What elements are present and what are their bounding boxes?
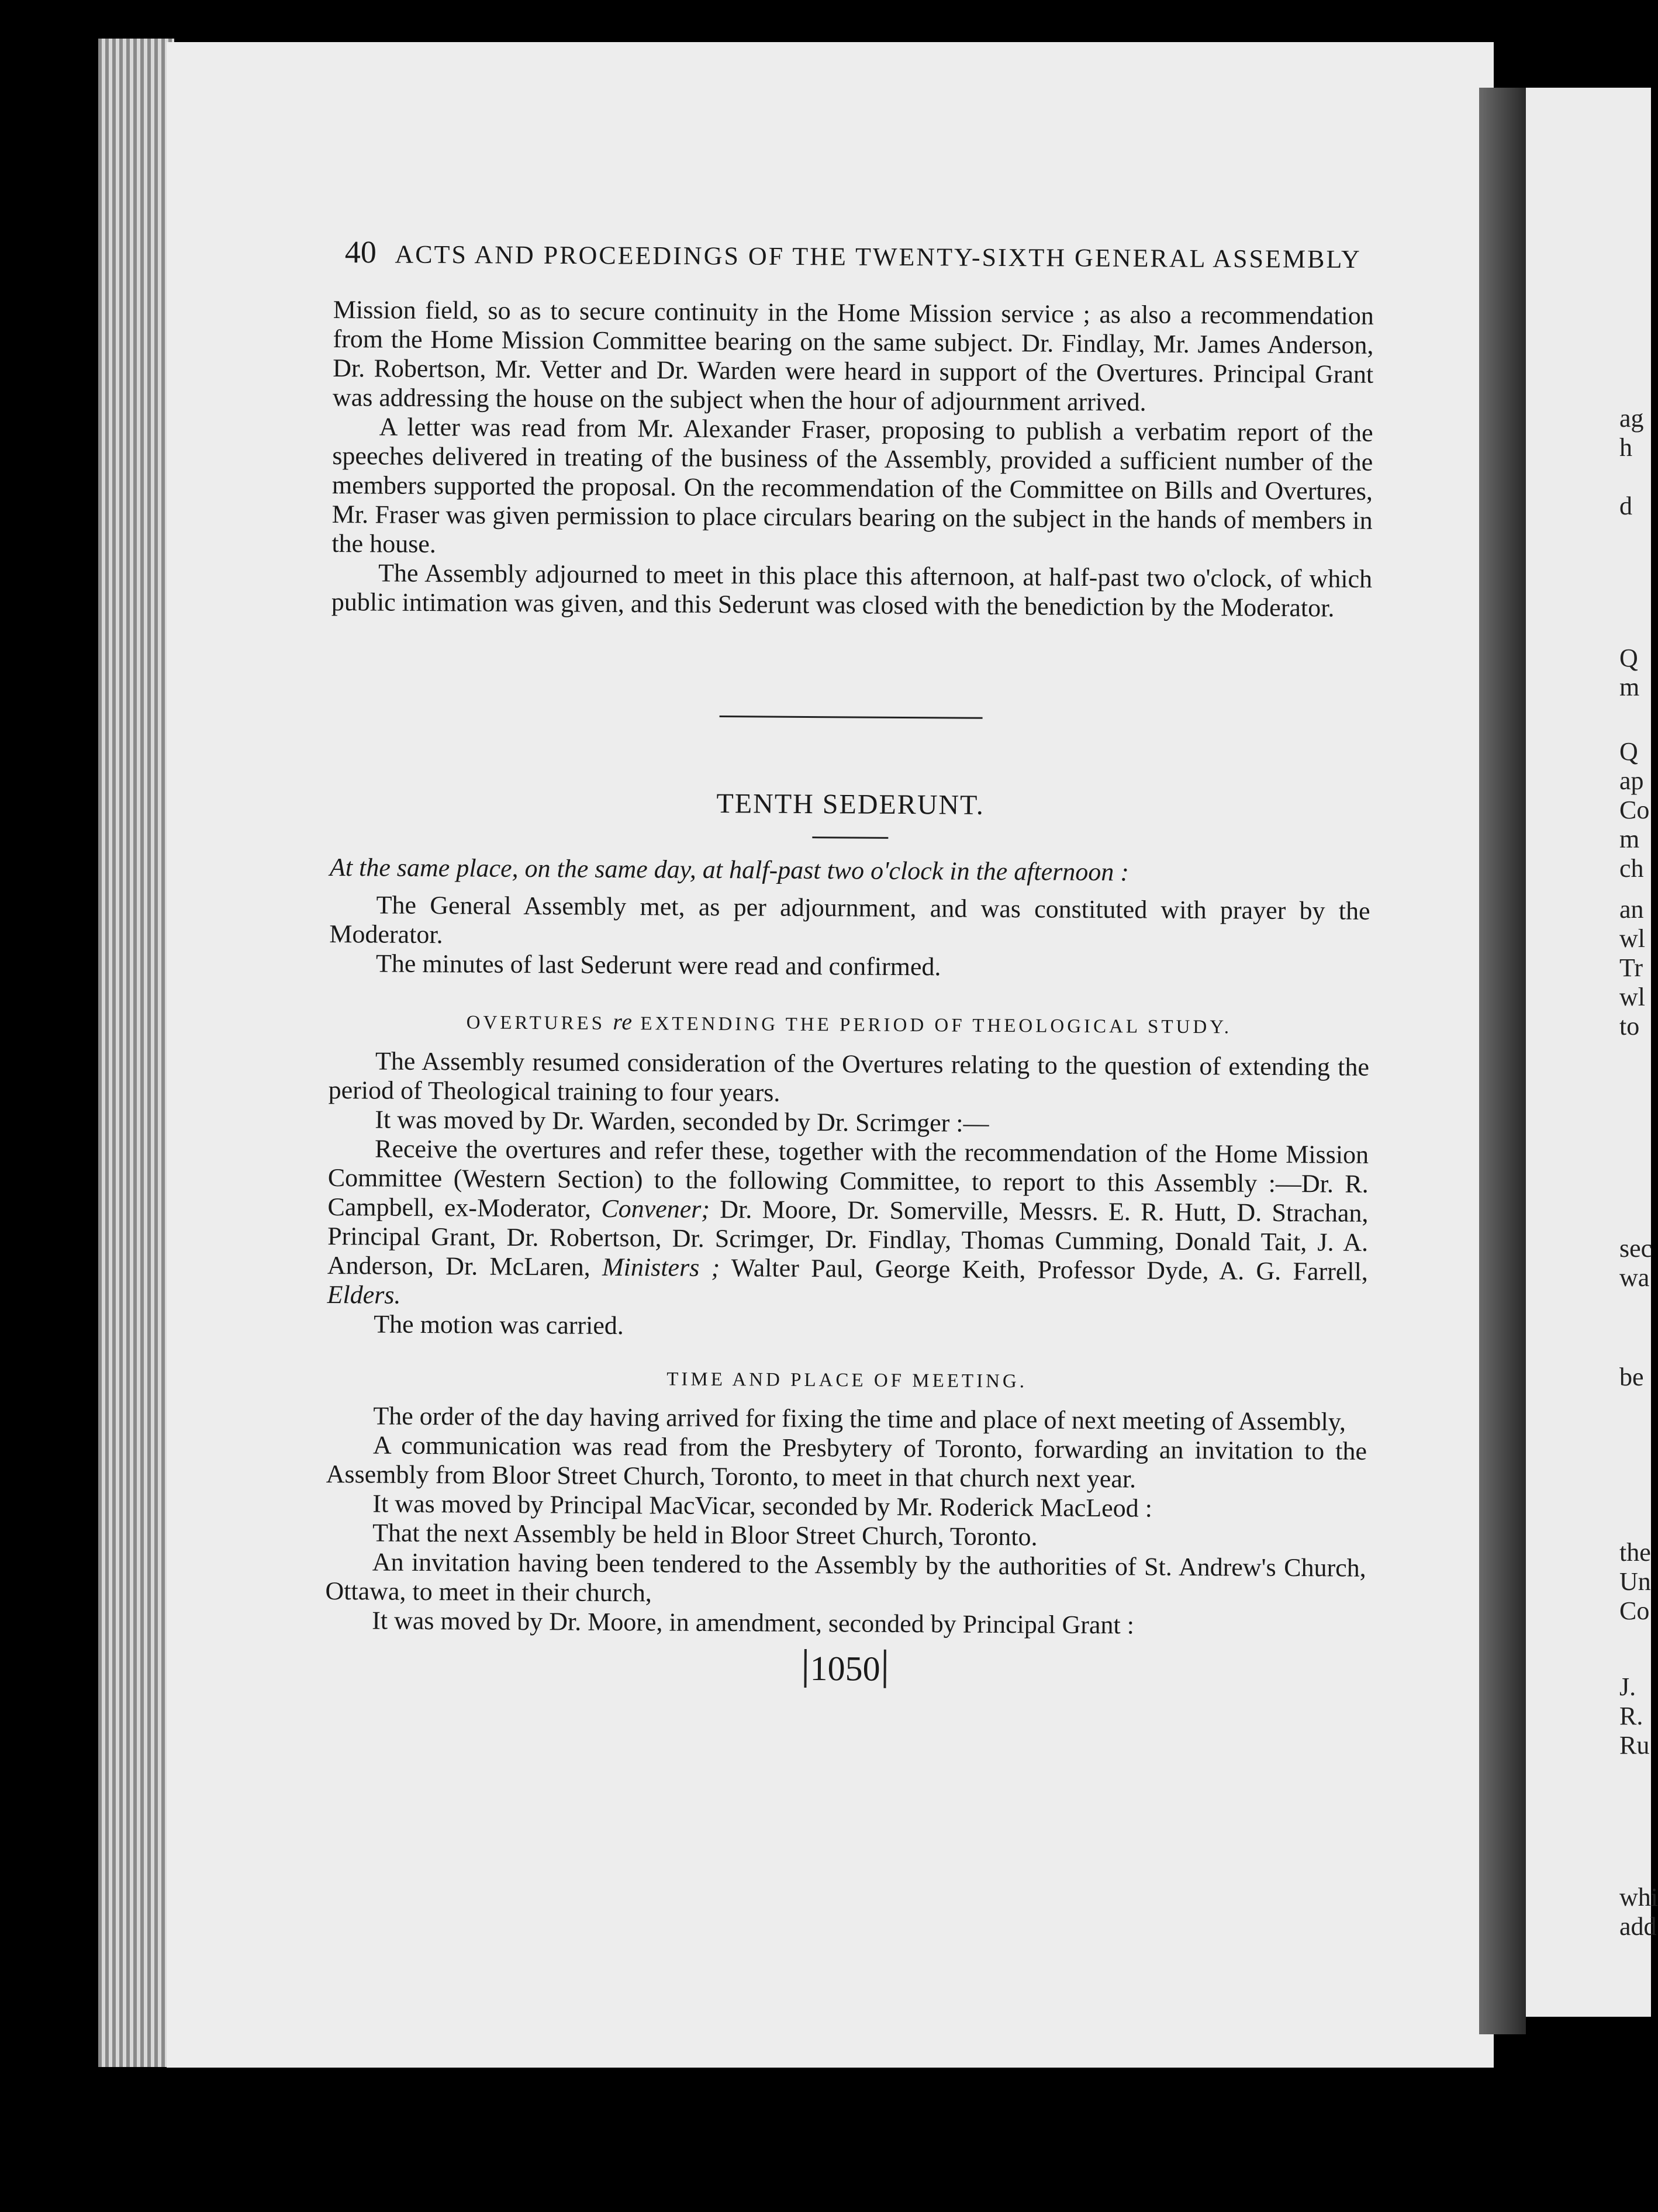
facing-page-fragment: d — [1619, 492, 1632, 520]
facing-page-fragment: Co — [1619, 796, 1650, 824]
subhead-overtures-word: OVERTURES — [466, 1012, 606, 1034]
paragraph-moved-macvicar: It was moved by Principal MacVicar, seconded by Mr. Roderick MacLeod : — [372, 1489, 1153, 1523]
facing-page-fragment: an — [1619, 895, 1644, 924]
section-title: TENTH SEDERUNT. — [716, 788, 985, 821]
facing-page-fragment: Q — [1619, 644, 1638, 672]
facing-page-fragment: m — [1619, 825, 1640, 853]
paragraph-adjournment: The Assembly adjourned to meet in this place this afternoon, at half-past two o'clock, of which public intimation was given, and this Sederunt was closed with the benediction by the Moderator. — [331, 558, 1373, 623]
facing-page-fragment: be — [1619, 1363, 1644, 1391]
page-body — [324, 295, 1373, 1692]
facing-page-fragment: Tr — [1619, 953, 1643, 982]
facing-page-fragment: Co — [1619, 1596, 1650, 1625]
paragraph-bloor-street: That the next Assembly be held in Bloor Street Church, Toronto. — [372, 1518, 1038, 1551]
facing-page-fragment: whi — [1619, 1883, 1658, 1912]
subhead-overtures-rest: EXTENDING THE PERIOD OF THEOLOGICAL STUDY. — [640, 1013, 1232, 1038]
facing-page-fragment: wl — [1619, 983, 1645, 1011]
paragraph-communication: A communication was read from the Presbytery of Toronto, forwarding an invitation to the Assembly from Bloor Street Church, Toronto, to meet in that church next year. — [326, 1430, 1367, 1494]
ministers-label: Ministers ; — [602, 1252, 720, 1283]
paragraph-assembly-met: The General Assembly met, as per adjournment, and was constituted with prayer by the Moderator. — [329, 890, 1370, 949]
facing-page-fragment: m — [1619, 673, 1640, 701]
facing-page-fragment: h — [1619, 433, 1632, 462]
facing-page-fragment: the — [1619, 1538, 1651, 1567]
paragraph-continuation: Mission field, so as to secure continuity in the Home Mission service ; as also a recommendation from the Home Mission Committee bearing on the same subject. Dr. Findlay, Mr. James Anderson, Dr. Robertson, Mr. Vetter and Dr. Warden were heard in support of the Overtures. Principal Grant was addressing the house on the subject when the hour of adjournment arrived. — [332, 295, 1374, 417]
section-divider — [720, 716, 983, 719]
facing-page-fragment: add — [1619, 1912, 1657, 1941]
running-head — [344, 234, 1362, 275]
paragraph-motion-carried: The motion was carried. — [374, 1309, 624, 1340]
facing-page-fragment: to — [1619, 1012, 1640, 1041]
paragraph-minutes: The minutes of last Sederunt were read and confirmed. — [375, 949, 941, 981]
folio-number — [324, 1646, 1365, 1692]
facing-page-fragment: ch — [1619, 854, 1644, 883]
facing-page-fragment: Ru — [1619, 1731, 1650, 1760]
facing-page-fragment: ap — [1619, 766, 1644, 795]
page-edge-stack — [98, 39, 174, 2067]
elders-label: Elders. — [327, 1280, 401, 1309]
facing-page — [1526, 88, 1658, 2017]
page-number: 40 — [344, 234, 376, 270]
gutter-shadow — [1479, 88, 1526, 2034]
paragraph-moved-warden: It was moved by Dr. Warden, seconded by Dr. Scrimger :— — [375, 1105, 989, 1138]
subhead-overtures — [329, 1006, 1369, 1040]
paragraph-invitation-ottawa: An invitation having been tendered to the Assembly by the authorities of St. Andrew's Church, Ottawa, to meet in their church, — [325, 1547, 1366, 1608]
facing-page-fragment: R. — [1619, 1702, 1643, 1730]
paragraph-fraser-letter: A letter was read from Mr. Alexander Fraser, proposing to publish a verbatim report of the speeches delivered in treating of the business of the Assembly, provided a sufficient number of the members supported the proposal. On the recommendation of the Committee on Bills and Overtures, Mr. Fraser was given permission to place circulars bearing on the subject in the hands of members in the house. — [331, 412, 1373, 559]
facing-page-fragment: wa — [1619, 1263, 1650, 1292]
committee-text-a: Receive the overtures and refer these, together with the recommendation of the Home Mission Committee (Western Section) to the following Committee, to report to this Assembly :—Dr. R. Campbell, ex-Moderator, — [327, 1134, 1369, 1223]
paragraph-resumed: The Assembly resumed consideration of the Overtures relating to the question of extending the period of Theological training to four years. — [328, 1046, 1370, 1107]
paragraph-committee-list — [327, 1134, 1369, 1316]
committee-text-c: Walter Paul, George Keith, Professor Dyde, A. G. Farrell, — [731, 1253, 1368, 1286]
folio-text: 1050 — [804, 1649, 886, 1688]
subhead-re: re — [613, 1008, 633, 1035]
paragraph-order-of-day: The order of the day having arrived for fixing the time and place of next meeting of Assembly, — [373, 1401, 1346, 1436]
facing-page-fragment: wl — [1619, 924, 1645, 953]
paragraph-moved-moore: It was moved by Dr. Moore, in amendment, seconded by Principal Grant : — [372, 1606, 1135, 1640]
running-head-title: ACTS AND PROCEEDINGS OF THE TWENTY-SIXTH GENERAL ASSEMBLY — [395, 240, 1362, 274]
committee-text-b: Dr. Moore, Dr. Somerville, Messrs. E. R. Hutt, D. Strachan, Principal Grant, Dr. Robertson, Dr. Scrimger, Dr. Findlay, Thomas Cumming, Donald Tait, J. A. Anderson, Dr. McLaren, — [327, 1195, 1369, 1281]
subhead-time-place: TIME AND PLACE OF MEETING. — [666, 1368, 1028, 1392]
facing-page-fragment: Q — [1619, 737, 1638, 766]
facing-page-fragment: sec — [1619, 1234, 1653, 1263]
section-intro: At the same place, on the same day, at half-past two o'clock in the afternoon : — [329, 852, 1129, 887]
convener-label: Convener; — [601, 1194, 710, 1223]
facing-page-fragment: ag — [1619, 404, 1644, 433]
title-underline — [812, 837, 888, 839]
facing-page-fragment: J. — [1619, 1672, 1636, 1701]
facing-page-fragment: Un — [1619, 1567, 1651, 1596]
